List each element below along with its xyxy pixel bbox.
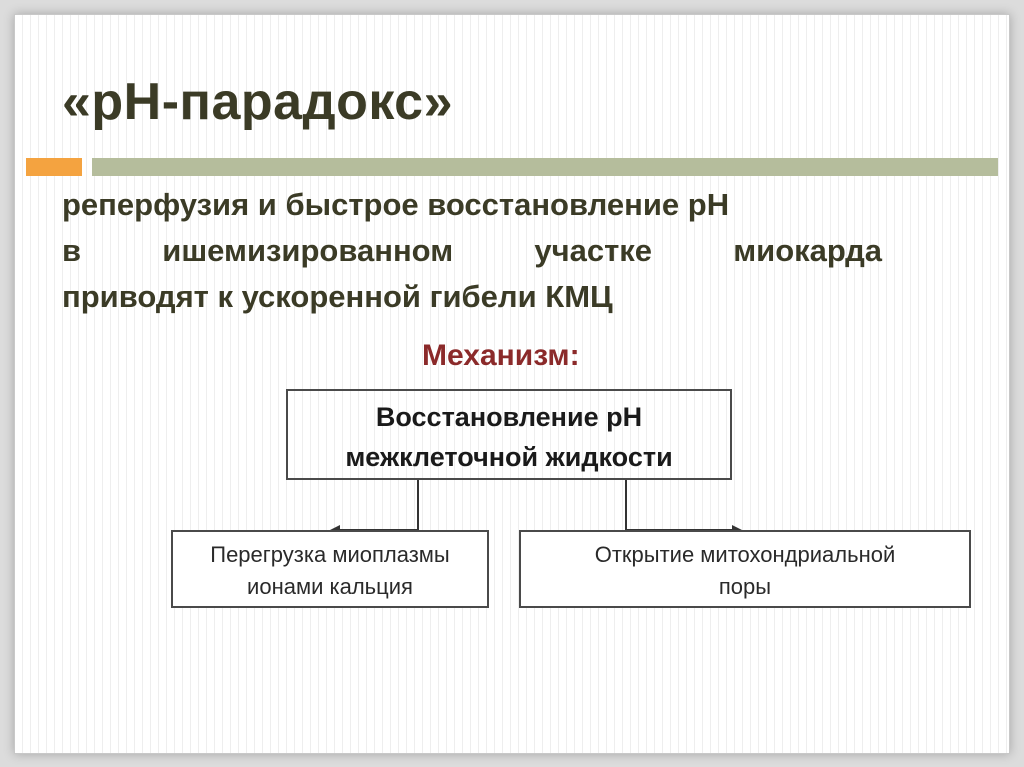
right-box-line-1: Открытие митохондриальной	[594, 542, 896, 567]
left-box-calcium-overload	[171, 530, 489, 608]
main-box-line-1: Восстановление pH	[375, 402, 643, 432]
statement-line-3: приводят к ускоренной гибели КМЦ	[62, 279, 613, 314]
slide-title: «pH-парадокс»	[62, 73, 454, 131]
right-box-mitochondrial-pore	[519, 530, 971, 608]
right-box-line-2: поры	[718, 574, 772, 599]
main-box-ph-restoration	[286, 389, 732, 480]
statement-line-1: реперфузия и быстрое восстановление pH	[62, 187, 730, 222]
left-box-line-1: Перегрузка миоплазмы	[210, 542, 450, 567]
statement-line-2: в ишемизированном участке миокарда	[62, 233, 882, 268]
left-box-line-2: ионами кальция	[247, 574, 413, 599]
main-box-line-2: межклеточной жидкости	[345, 442, 673, 472]
mechanism-label: Механизм:	[422, 339, 580, 372]
